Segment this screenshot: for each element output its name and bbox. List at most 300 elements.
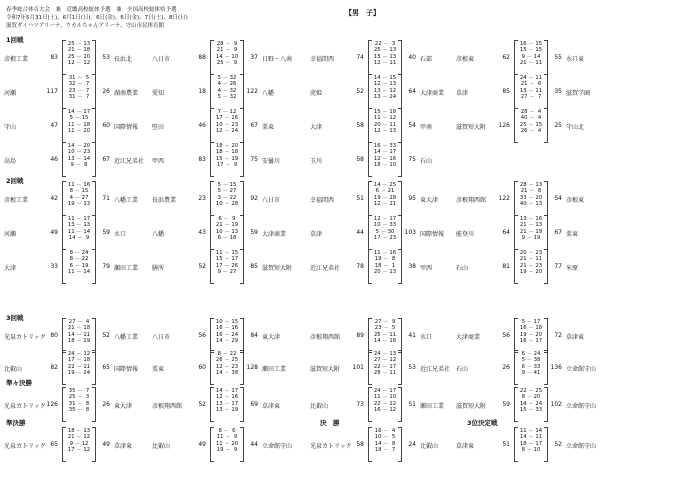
- set-score: 13 － 19: [215, 407, 239, 414]
- set-score: 21 － 9: [216, 47, 238, 54]
- team-right-name: 瀬田工業: [262, 366, 287, 373]
- set-score: 16 － 18: [519, 325, 543, 332]
- team-right-name: 大津商業: [420, 90, 445, 97]
- team-right-name: 国際情報: [420, 231, 445, 238]
- team-right-name: 草津東: [114, 443, 133, 450]
- set-score: 16 － 33: [373, 143, 397, 149]
- team-left-score: 58: [356, 441, 364, 448]
- set-score: 11 － 16: [373, 250, 397, 256]
- set-scores: [212, 388, 242, 414]
- team-left-score: 64: [502, 229, 510, 236]
- set-score: 12 － 23: [215, 363, 239, 370]
- set-score: 5 － 27: [217, 188, 237, 195]
- set-score: 11 － 17: [67, 216, 91, 222]
- set-score: 12 － 16: [373, 155, 397, 162]
- set-score: 19 － 20: [519, 331, 543, 338]
- set-score: 15 － 13: [373, 53, 397, 60]
- team-right-score: 25: [554, 122, 562, 129]
- set-score: 20 － 23: [519, 250, 543, 256]
- set-score: 15 － 19: [215, 155, 239, 162]
- set-score: 28 － 9: [216, 41, 238, 47]
- set-score: 21 － 6: [520, 81, 542, 88]
- set-score: 6 － 19: [69, 262, 89, 269]
- team-left-name: 大津: [4, 265, 17, 272]
- set-scores: [370, 143, 400, 169]
- team-right-name: 立命館守山: [566, 403, 597, 410]
- team-right-name: 瀬田工業: [114, 265, 139, 272]
- team-left-score: 88: [198, 54, 206, 61]
- set-score: 23 － 5: [374, 325, 396, 332]
- team-left-name: 彦根工業: [4, 197, 29, 204]
- set-score: 8 － 22: [69, 256, 89, 263]
- team-right-name: 草津東: [262, 403, 281, 410]
- team-right-score: 84: [250, 332, 258, 339]
- team-right-score: 65: [102, 364, 110, 371]
- team-right-score: 35: [554, 88, 562, 95]
- set-score: 14 － 29: [215, 338, 239, 345]
- set-score: 31 － 7: [68, 94, 90, 101]
- set-score: 14 － 16: [373, 338, 397, 345]
- team-left-name: 愛知: [152, 90, 165, 97]
- set-score: 18 － 13: [67, 428, 91, 434]
- set-score: 21 － 8: [520, 188, 542, 195]
- set-score: 9 － 12: [69, 440, 89, 447]
- set-score: 14 － 17: [67, 109, 91, 115]
- set-score: 15 － 33: [519, 407, 543, 414]
- set-score: 10 － 28: [215, 201, 239, 208]
- team-right-name: 栗東: [566, 231, 579, 238]
- team-left-name: 八日市: [152, 334, 171, 341]
- set-score: 33 － 20: [519, 194, 543, 201]
- team-right-name: 長浜北: [114, 56, 133, 63]
- team-left-name: 甲西: [152, 158, 165, 165]
- set-scores: [64, 109, 94, 135]
- set-score: 14 － 17: [373, 149, 397, 156]
- set-scores: [370, 319, 400, 345]
- set-score: 5 － 15: [217, 182, 237, 188]
- set-score: 27 － 12: [373, 357, 397, 364]
- team-left-score: 46: [198, 122, 206, 129]
- team-right-name: 甲西: [420, 265, 433, 272]
- team-left-score: 43: [198, 229, 206, 236]
- team-right-name: 東大津: [420, 197, 439, 204]
- set-score: 11 － 10: [373, 394, 397, 401]
- team-left-name: 彦根翔西館: [152, 403, 183, 410]
- team-right-name: 大津商業: [262, 231, 287, 238]
- set-score: 12 － 24: [215, 128, 239, 135]
- set-score: 5 － 30: [375, 228, 395, 235]
- set-score: 18 － 7: [374, 447, 396, 454]
- set-score: 12 － 12: [67, 60, 91, 67]
- team-right-score: 136: [550, 364, 562, 371]
- team-left-name: 石山: [456, 366, 469, 373]
- set-score: 19 － 8: [374, 256, 396, 263]
- team-right-score: 77: [554, 263, 562, 270]
- set-score: 16 － 16: [215, 325, 239, 332]
- team-right-score: 75: [250, 156, 258, 163]
- team-right-name: 八幡工業: [114, 197, 139, 204]
- set-scores: [64, 75, 94, 101]
- set-scores: [212, 109, 242, 135]
- set-scores: [64, 319, 94, 345]
- set-score: 18 － 17: [519, 440, 543, 447]
- team-left-name: 石山: [456, 265, 469, 272]
- team-left-name: 滋賀短大附: [456, 403, 487, 410]
- set-score: 15 － 17: [215, 256, 239, 263]
- set-score: 15 － 15: [519, 47, 543, 54]
- set-score: 21 － 19: [519, 228, 543, 235]
- set-score: 22 － 12: [373, 400, 397, 407]
- set-scores: [370, 75, 400, 101]
- set-score: 35 － 8: [68, 407, 90, 414]
- team-left-score: 44: [356, 229, 364, 236]
- team-right-name: 立命館守山: [262, 443, 293, 450]
- team-right-score: 75: [408, 156, 416, 163]
- team-right-score: 59: [102, 229, 110, 236]
- team-right-name: 甲南: [420, 124, 433, 131]
- set-score: 10 － 33: [373, 222, 397, 229]
- team-right-name: 八幡工業: [114, 334, 139, 341]
- set-score: 10 － 23: [215, 121, 239, 128]
- set-scores: [370, 250, 400, 276]
- set-score: 5 － 15: [69, 115, 89, 122]
- set-scores: [516, 351, 546, 377]
- set-score: 14 － 15: [373, 75, 397, 81]
- team-left-score: 56: [198, 332, 206, 339]
- set-score: 8 － 10: [521, 447, 541, 454]
- team-right-name: 立命館守山: [566, 366, 597, 373]
- gender-label: 【男 子】: [345, 9, 380, 17]
- team-right-score: 52: [554, 441, 562, 448]
- team-right-name: 水口: [114, 231, 127, 238]
- set-score: 11 － 20: [215, 440, 239, 447]
- set-score: 13 － 11: [519, 87, 543, 94]
- set-score: 17 － 18: [67, 357, 91, 364]
- team-right-score: 67: [102, 156, 110, 163]
- set-score: 12 － 13: [373, 128, 397, 135]
- set-scores: [370, 41, 400, 67]
- set-score: 32 － 7: [68, 81, 90, 88]
- team-left-name: 彦根工業: [4, 56, 29, 63]
- round-label: 準決勝: [6, 419, 26, 427]
- set-score: 9 － 27: [217, 269, 237, 276]
- set-score: 13 － 14: [67, 155, 91, 162]
- round-label: 3回戦: [6, 314, 24, 322]
- team-left-name: 幸福間西: [310, 197, 335, 204]
- set-score: 14 － 25: [373, 182, 397, 188]
- team-right-name: 東大津: [114, 403, 133, 410]
- set-score: 9 － 14: [521, 53, 541, 60]
- team-right-score: 49: [102, 441, 110, 448]
- set-score: 22 － 17: [373, 363, 397, 370]
- set-score: 21 － 18: [67, 325, 91, 332]
- set-scores: [370, 388, 400, 414]
- set-scores: [516, 250, 546, 276]
- team-right-score: 60: [102, 122, 110, 129]
- team-right-score: 41: [408, 332, 416, 339]
- set-score: 11 － 18: [67, 121, 91, 128]
- team-right-name: 八日市: [262, 197, 281, 204]
- set-score: 21 － 11: [519, 60, 543, 67]
- team-right-name: 守山北: [566, 124, 585, 131]
- round-label: 3位決定戦: [467, 419, 498, 427]
- set-score: 40 － 4: [520, 115, 542, 122]
- team-right-name: 近江兄弟社: [114, 158, 145, 165]
- set-score: 4 － 27: [69, 194, 89, 201]
- set-score: 13 － 17: [215, 400, 239, 407]
- set-score: 5 － 17: [521, 319, 541, 325]
- set-score: 18 － 18: [215, 149, 239, 156]
- team-left-score: 52: [198, 263, 206, 270]
- set-score: 24 － 12: [67, 351, 91, 357]
- set-score: 18 － 10: [373, 162, 397, 169]
- set-score: 7 － 12: [217, 109, 237, 115]
- set-score: 9 － 19: [521, 235, 541, 242]
- set-scores: [64, 250, 94, 276]
- set-score: 17 － 26: [215, 262, 239, 269]
- team-left-score: 117: [46, 88, 58, 95]
- set-score: 9 － 41: [521, 370, 541, 377]
- set-scores: [516, 216, 546, 242]
- team-left-score: 65: [50, 441, 58, 448]
- team-right-score: 59: [250, 229, 258, 236]
- team-left-name: 近江兄弟社: [310, 265, 341, 272]
- team-left-score: 52: [198, 401, 206, 408]
- team-left-score: 62: [502, 54, 510, 61]
- team-left-name: 八幡: [152, 231, 165, 238]
- team-right-score: 67: [554, 229, 562, 236]
- team-left-name: 八日市: [152, 56, 171, 63]
- set-score: 20 － 13: [373, 269, 397, 276]
- set-score: 28 － 13: [519, 182, 543, 188]
- set-score: 27 － 7: [520, 94, 542, 101]
- set-score: 22 － 25: [519, 388, 543, 394]
- team-right-score: 128: [246, 364, 258, 371]
- round-label: 準々決勝: [6, 379, 32, 387]
- round-label: 決 勝: [320, 419, 340, 427]
- set-score: 11 － 16: [67, 182, 91, 188]
- team-left-score: 101: [352, 364, 364, 371]
- set-scores: [64, 388, 94, 414]
- set-score: 21 － 11: [519, 256, 543, 263]
- set-score: 5 － 32: [217, 94, 237, 101]
- tournament-title: 春季総合体育大会 兼 近畿高校総体予選 兼 全国高校総体県予選: [6, 7, 177, 13]
- set-scores: [212, 250, 242, 276]
- team-left-name: 滋賀短大附: [456, 124, 487, 131]
- team-left-name: 光泉カトリック: [4, 443, 46, 450]
- set-score: 11 － 12: [373, 115, 397, 122]
- set-score: 13 － 16: [519, 216, 543, 222]
- team-right-score: 40: [408, 54, 416, 61]
- set-score: 21 － 18: [67, 47, 91, 54]
- team-right-score: 38: [408, 263, 416, 270]
- tournament-dates: 令和7年5月31日(土)、6月1日(日)、6日(金)、6日(金)、7日(土)、8日(日): [6, 15, 188, 21]
- team-left-score: 59: [502, 401, 510, 408]
- team-right-name: 安曇川: [262, 158, 281, 165]
- set-scores: [516, 182, 546, 208]
- set-scores: [64, 428, 94, 454]
- team-left-score: 83: [50, 54, 58, 61]
- team-left-score: 47: [50, 122, 58, 129]
- set-score: 13 － 12: [373, 87, 397, 94]
- set-score: 18 － 19: [67, 338, 91, 345]
- set-score: 25 － 3: [68, 394, 90, 401]
- round-label: 1回戦: [6, 36, 24, 44]
- team-left-score: 58: [356, 156, 364, 163]
- set-score: 31 － 5: [68, 75, 90, 81]
- team-left-score: 46: [50, 156, 58, 163]
- set-score: 16 － 24: [215, 331, 239, 338]
- team-right-name: 彦根東: [566, 197, 585, 204]
- team-left-score: 26: [502, 364, 510, 371]
- team-left-name: 彦根東: [456, 56, 475, 63]
- set-score: 12 － 21: [373, 201, 397, 208]
- set-scores: [64, 41, 94, 67]
- team-left-score: 81: [502, 263, 510, 270]
- team-left-score: 51: [502, 441, 510, 448]
- team-left-name: 光泉カトリック: [4, 334, 46, 341]
- set-score: 17 － 16: [215, 115, 239, 122]
- set-score: 28 － 4: [520, 109, 542, 115]
- set-score: 35 － 7: [68, 388, 90, 394]
- set-score: 23 － 7: [68, 87, 90, 94]
- team-right-score: 64: [408, 88, 416, 95]
- set-score: 21 － 13: [519, 222, 543, 229]
- team-left-name: 守山: [4, 124, 17, 131]
- set-score: 24 － 11: [519, 75, 543, 81]
- set-score: 5 － 32: [217, 75, 237, 81]
- team-right-score: 103: [404, 229, 416, 236]
- team-left-score: 85: [502, 88, 510, 95]
- set-score: 8 － 22: [217, 351, 237, 357]
- team-right-score: 53: [102, 54, 110, 61]
- team-left-score: 74: [356, 54, 364, 61]
- tournament-venues: 滋賀ダイハツアリーナ、ウカルちゃんアリーナ、守山市民体育館: [6, 23, 165, 29]
- set-scores: [64, 143, 94, 169]
- team-left-name: 比叡山: [152, 443, 171, 450]
- team-right-name: 滋賀短大附: [262, 265, 293, 272]
- set-score: 18 － 20: [215, 143, 239, 149]
- team-left-name: 能登川: [456, 231, 475, 238]
- team-left-score: 126: [46, 401, 58, 408]
- set-score: 10 － 15: [215, 319, 239, 325]
- set-scores: [64, 182, 94, 208]
- set-score: 14 － 10: [215, 53, 239, 60]
- team-right-name: 八幡: [262, 90, 275, 97]
- team-left-name: 膳所: [152, 265, 165, 272]
- team-left-name: 草津: [310, 231, 323, 238]
- team-left-name: 光泉カトリック: [310, 443, 352, 450]
- team-left-name: 彦根翔西館: [310, 334, 341, 341]
- set-scores: [370, 351, 400, 377]
- team-left-name: 玉川: [310, 158, 323, 165]
- set-score: 31 － 8: [68, 400, 90, 407]
- team-right-score: 44: [250, 441, 258, 448]
- set-score: 14 － 8: [374, 440, 396, 447]
- set-scores: [212, 319, 242, 345]
- team-left-score: 60: [198, 364, 206, 371]
- set-score: 13 － 13: [67, 222, 91, 229]
- team-left-name: 大津: [310, 124, 323, 131]
- team-right-score: 69: [250, 401, 258, 408]
- set-score: 4 － 32: [217, 87, 237, 94]
- set-score: 12 － 17: [373, 216, 397, 222]
- set-score: 13 － 24: [373, 94, 397, 101]
- team-right-score: 54: [554, 195, 562, 202]
- set-score: 11 － 14: [67, 228, 91, 235]
- set-scores: [516, 75, 546, 101]
- team-right-score: 71: [102, 195, 110, 202]
- set-score: 25 － 10: [67, 53, 91, 60]
- set-score: 19 － 28: [373, 194, 397, 201]
- set-score: 10 － 23: [67, 149, 91, 156]
- set-score: 25 － 13: [373, 47, 397, 54]
- team-left-score: 23: [198, 195, 206, 202]
- set-scores: [212, 75, 242, 101]
- set-score: 25 － 15: [519, 121, 543, 128]
- team-left-score: 42: [50, 195, 58, 202]
- team-left-score: 82: [50, 364, 58, 371]
- team-left-score: 58: [356, 122, 364, 129]
- set-score: 26 － 25: [215, 357, 239, 364]
- round-label: 2回戦: [6, 177, 24, 185]
- team-right-score: 122: [246, 88, 258, 95]
- team-right-name: 日野・八南: [262, 56, 293, 63]
- set-score: 12 － 16: [215, 394, 239, 401]
- team-left-score: 83: [198, 156, 206, 163]
- team-left-name: 比叡山: [310, 403, 329, 410]
- team-left-name: 長浜農業: [152, 197, 177, 204]
- set-score: 25 － 9: [216, 60, 238, 67]
- set-score: 14 － 11: [519, 434, 543, 441]
- set-score: 25 － 13: [67, 41, 91, 47]
- set-score: 16 － 17: [519, 338, 543, 345]
- team-left-score: 33: [50, 263, 58, 270]
- set-score: 17 － 12: [67, 447, 91, 454]
- team-left-name: 滋賀短大附: [310, 366, 341, 373]
- team-right-score: 37: [250, 54, 258, 61]
- team-right-score: 67: [250, 122, 258, 129]
- set-score: 19 － 24: [67, 370, 91, 377]
- team-left-score: 80: [50, 332, 58, 339]
- team-left-name: 大津商業: [456, 334, 481, 341]
- set-score: 14 － 9: [68, 235, 90, 242]
- team-left-score: 51: [356, 195, 364, 202]
- set-score: 18 － 1: [374, 262, 396, 269]
- team-right-score: 79: [102, 263, 110, 270]
- team-right-name: 石部: [420, 56, 433, 63]
- team-left-name: 光泉カトリック: [4, 403, 46, 410]
- set-score: 15 － 18: [373, 109, 397, 115]
- set-score: 6 － 33: [521, 363, 541, 370]
- set-score: 20 － 11: [373, 121, 397, 128]
- team-left-name: 堅田: [152, 124, 165, 131]
- set-score: 11 － 20: [67, 128, 91, 135]
- team-left-name: 幸福間西: [310, 56, 335, 63]
- team-left-name: 虎姫: [310, 90, 323, 97]
- set-score: 4 － 26: [217, 81, 237, 88]
- team-right-name: 湖南農業: [114, 90, 139, 97]
- set-score: 14 － 11: [67, 331, 91, 338]
- set-score: 8 － 6: [218, 428, 236, 434]
- set-score: 17 － 23: [373, 235, 397, 242]
- team-left-score: 49: [50, 229, 58, 236]
- set-score: 21 － 12: [67, 434, 91, 441]
- set-score: 14 － 20: [67, 143, 91, 149]
- team-right-name: 滋賀学園: [566, 90, 591, 97]
- set-scores: [212, 41, 242, 67]
- team-right-score: 85: [250, 263, 258, 270]
